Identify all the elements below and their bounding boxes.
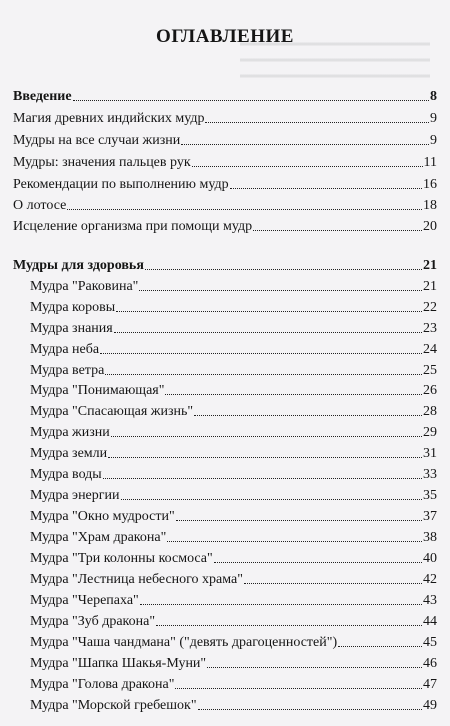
toc-entry-label: Мудры: значения пальцев рук bbox=[13, 155, 191, 170]
dot-leader bbox=[121, 499, 423, 500]
dot-leader bbox=[194, 415, 422, 416]
toc-entry-label: Мудра "Спасающая жизнь" bbox=[30, 404, 194, 419]
dot-leader bbox=[214, 562, 422, 563]
dot-leader bbox=[111, 436, 422, 437]
toc-page-number: 16 bbox=[423, 177, 437, 192]
toc-entry-label: Мудра коровы bbox=[30, 300, 116, 315]
toc-entry[interactable] bbox=[30, 675, 437, 693]
toc-entry[interactable] bbox=[30, 612, 437, 630]
toc-entry[interactable] bbox=[30, 528, 437, 546]
dot-leader bbox=[145, 269, 422, 270]
toc-page-number: 29 bbox=[423, 425, 437, 440]
dot-leader bbox=[192, 166, 423, 167]
toc-entry-label: Мудра "Храм дракона" bbox=[30, 530, 167, 545]
toc-page-number: 21 bbox=[423, 258, 437, 273]
toc-entry-label: Мудра неба bbox=[30, 342, 100, 357]
toc-section-introduction[interactable] bbox=[13, 87, 437, 105]
toc-entry-label: Мудра "Голова дракона" bbox=[30, 677, 175, 692]
toc-page-number: 47 bbox=[423, 677, 437, 692]
toc-entry[interactable] bbox=[30, 381, 437, 399]
toc-entry[interactable] bbox=[30, 277, 437, 295]
toc-page-number: 11 bbox=[423, 155, 437, 170]
toc-page-number: 9 bbox=[430, 111, 437, 126]
toc-entry[interactable] bbox=[30, 654, 437, 672]
toc-entry[interactable] bbox=[30, 465, 437, 483]
toc-page-number: 49 bbox=[423, 698, 437, 713]
toc-entry[interactable] bbox=[13, 196, 437, 214]
toc-entry[interactable] bbox=[30, 319, 437, 337]
toc-section-label: Введение bbox=[13, 89, 72, 104]
toc-entry-label: Мудра "Черепаха" bbox=[30, 593, 139, 608]
toc-entry-label: Мудра воды bbox=[30, 467, 102, 482]
toc-page-number: 9 bbox=[430, 133, 437, 148]
toc-entry[interactable] bbox=[30, 591, 437, 609]
toc-entry-label: О лотосе bbox=[13, 198, 67, 213]
toc-entry-label: Мудра "Зуб дракона" bbox=[30, 614, 156, 629]
toc-entry-label: Мудра "Шапка Шакья-Муни" bbox=[30, 656, 207, 671]
dot-leader bbox=[139, 290, 422, 291]
dot-leader bbox=[103, 478, 422, 479]
toc-entry-label: Мудра "Окно мудрости" bbox=[30, 509, 175, 524]
toc-entry-label: Мудра "Раковина" bbox=[30, 279, 139, 294]
dot-leader bbox=[156, 625, 422, 626]
dot-leader bbox=[114, 332, 422, 333]
toc-entry[interactable] bbox=[30, 486, 437, 504]
dot-leader bbox=[100, 353, 422, 354]
dot-leader bbox=[167, 541, 422, 542]
toc-entry[interactable] bbox=[30, 570, 437, 588]
toc-entry[interactable] bbox=[30, 423, 437, 441]
page-title: ОГЛАВЛЕНИЕ bbox=[156, 26, 294, 47]
dot-leader bbox=[175, 688, 422, 689]
toc-page-number: 45 bbox=[423, 635, 437, 650]
toc-page-number: 26 bbox=[423, 383, 437, 398]
toc-entry[interactable] bbox=[13, 217, 437, 235]
toc-entry-label: Мудра ветра bbox=[30, 363, 105, 378]
toc-page-number: 38 bbox=[423, 530, 437, 545]
toc-section-health-mudras[interactable] bbox=[13, 256, 437, 274]
toc-entry[interactable] bbox=[30, 340, 437, 358]
toc-page-number: 18 bbox=[423, 198, 437, 213]
toc-entry-label: Мудра "Лестница небесного храма" bbox=[30, 572, 243, 587]
toc-entry-label: Рекомендации по выполнению мудр bbox=[13, 177, 229, 192]
toc-page-number: 44 bbox=[423, 614, 437, 629]
toc-entry-label: Мудра жизни bbox=[30, 425, 110, 440]
toc-page-number: 43 bbox=[423, 593, 437, 608]
toc-entry-label: Мудра земли bbox=[30, 446, 108, 461]
dot-leader bbox=[230, 188, 422, 189]
dot-leader bbox=[207, 667, 422, 668]
dot-leader bbox=[73, 100, 429, 101]
dot-leader bbox=[165, 394, 422, 395]
toc-page-number: 8 bbox=[430, 89, 437, 104]
toc-page-number: 21 bbox=[423, 279, 437, 294]
toc-page-number: 31 bbox=[423, 446, 437, 461]
toc-page-number: 20 bbox=[423, 219, 437, 234]
dot-leader bbox=[176, 520, 422, 521]
dot-leader bbox=[205, 122, 429, 123]
dot-leader bbox=[198, 709, 422, 710]
toc-page-number: 24 bbox=[423, 342, 437, 357]
dot-leader bbox=[253, 230, 422, 231]
dot-leader bbox=[338, 646, 422, 647]
toc-page-number: 37 bbox=[423, 509, 437, 524]
toc-entry-label: Мудра энергии bbox=[30, 488, 120, 503]
toc-entry-label: Мудра "Три колонны космоса" bbox=[30, 551, 213, 566]
toc-entry-label: Мудра "Понимающая" bbox=[30, 383, 165, 398]
dot-leader bbox=[67, 209, 422, 210]
toc-page-number: 25 bbox=[423, 363, 437, 378]
dot-leader bbox=[244, 583, 422, 584]
toc-entry[interactable] bbox=[30, 402, 437, 420]
toc-entry-label: Мудры на все случаи жизни bbox=[13, 133, 181, 148]
dot-leader bbox=[108, 457, 422, 458]
toc-page-number: 28 bbox=[423, 404, 437, 419]
toc-page-number: 35 bbox=[423, 488, 437, 503]
toc-entry[interactable] bbox=[30, 507, 437, 525]
toc-page-number: 33 bbox=[423, 467, 437, 482]
toc-page-number: 23 bbox=[423, 321, 437, 336]
toc-entry[interactable] bbox=[30, 444, 437, 462]
toc-entry[interactable] bbox=[13, 131, 437, 149]
toc-entry[interactable] bbox=[30, 549, 437, 567]
toc-entry[interactable] bbox=[13, 175, 437, 193]
toc-page-number: 42 bbox=[423, 572, 437, 587]
dot-leader bbox=[140, 604, 422, 605]
toc-page-number: 40 bbox=[423, 551, 437, 566]
toc-page-number: 22 bbox=[423, 300, 437, 315]
toc-entry[interactable] bbox=[30, 361, 437, 379]
dot-leader bbox=[105, 374, 422, 375]
toc-entry[interactable] bbox=[13, 153, 437, 171]
toc-entry-label: Исцеление организма при помощи мудр bbox=[13, 219, 253, 234]
toc-entry-label: Мудра "Морской гребешок" bbox=[30, 698, 197, 713]
toc-entry-label: Магия древних индийских мудр bbox=[13, 111, 205, 126]
dot-leader bbox=[116, 311, 422, 312]
toc-page-number: 46 bbox=[423, 656, 437, 671]
toc-entry[interactable] bbox=[30, 696, 437, 714]
toc-entry[interactable] bbox=[30, 633, 437, 651]
toc-entry-label: Мудра знания bbox=[30, 321, 113, 336]
toc-entry-label: Мудра "Чаша чандмана" ("девять драгоценностей") bbox=[30, 635, 338, 650]
toc-entry[interactable] bbox=[13, 109, 437, 127]
toc-entry[interactable] bbox=[30, 298, 437, 316]
toc-section-label: Мудры для здоровья bbox=[13, 258, 144, 273]
dot-leader bbox=[181, 144, 429, 145]
